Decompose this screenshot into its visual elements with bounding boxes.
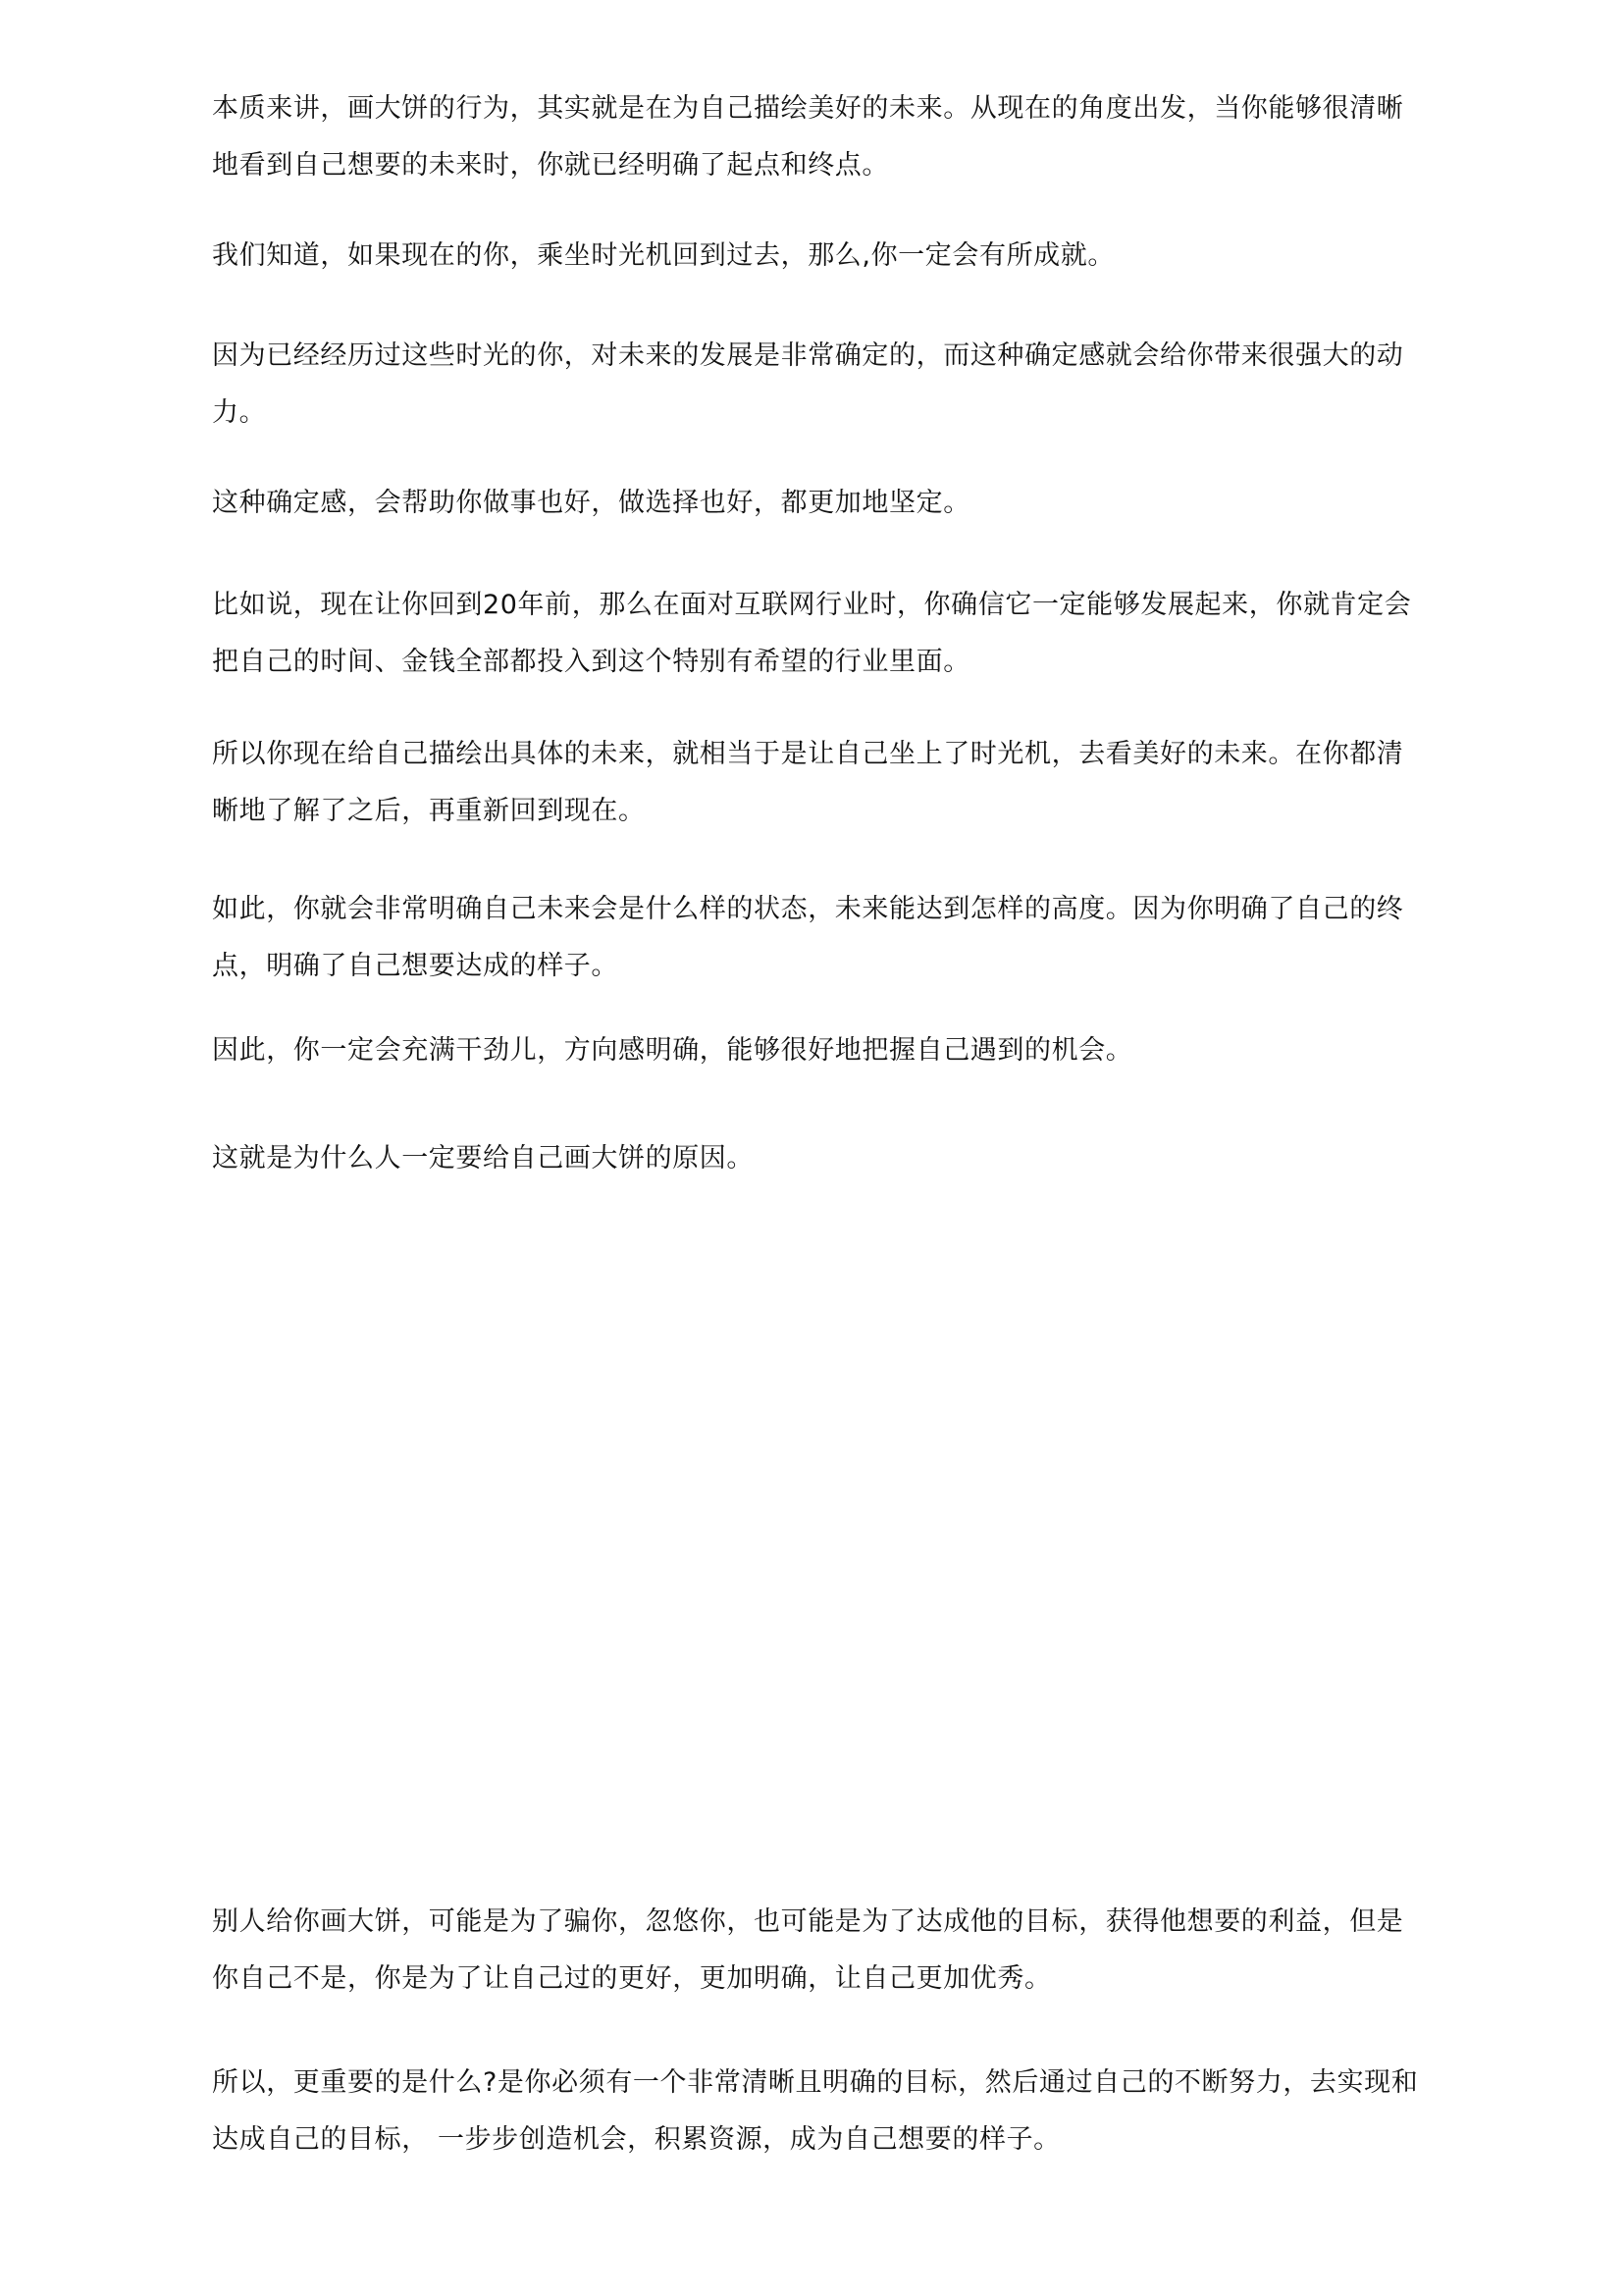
paragraph-8: 因此，你一定会充满干劲儿，方向感明确，能够很好地把握自己遇到的机会。 <box>212 1035 1133 1066</box>
paragraph-6: 所以你现在给自己描绘出具体的未来，就相当于是让自己坐上了时光机，去看美好的未来。在你都清晰地了解了之后，再重新回到现在。 <box>212 739 1404 826</box>
paragraph-4: 这种确定感，会帮助你做事也好，做选择也好，都更加地坚定。 <box>212 488 970 518</box>
paragraph-2: 我们知道，如果现在的你，乘坐时光机回到过去，那么,你一定会有所成就。 <box>212 240 1115 271</box>
paragraph-11: 所以，更重要的是什么?是你必须有一个非常清晰且明确的目标，然后通过自己的不断努力，去实现和达成自己的目标， 一步步创造机会，积累资源，成为自己想要的样子。 <box>212 2067 1419 2155</box>
paragraph-5: 比如说，现在让你回到20年前，那么在面对互联网行业时，你确信它一定能够发展起来，你就肯定会把自己的时间、金钱全部都投入到这个特别有希望的行业里面。 <box>212 590 1412 677</box>
paragraph-7: 如此，你就会非常明确自己未来会是什么样的状态，未来能达到怎样的高度。因为你明确了自己的终点，明确了自己想要达成的样子。 <box>212 894 1404 981</box>
paragraph-9: 这就是为什么人一定要给自己画大饼的原因。 <box>212 1143 754 1174</box>
paragraph-10: 别人给你画大饼，可能是为了骗你，忽悠你，也可能是为了达成他的目标，获得他想要的利益，但是你自己不是，你是为了让自己过的更好，更加明确，让自己更加优秀。 <box>212 1906 1404 1994</box>
paragraph-3: 因为已经经历过这些时光的你，对未来的发展是非常确定的，而这种确定感就会给你带来很强大的动力。 <box>212 340 1404 428</box>
paragraph-1: 本质来讲，画大饼的行为，其实就是在为自己描绘美好的未来。从现在的角度出发，当你能够很清晰地看到自己想要的未来时，你就已经明确了起点和终点。 <box>212 93 1404 181</box>
